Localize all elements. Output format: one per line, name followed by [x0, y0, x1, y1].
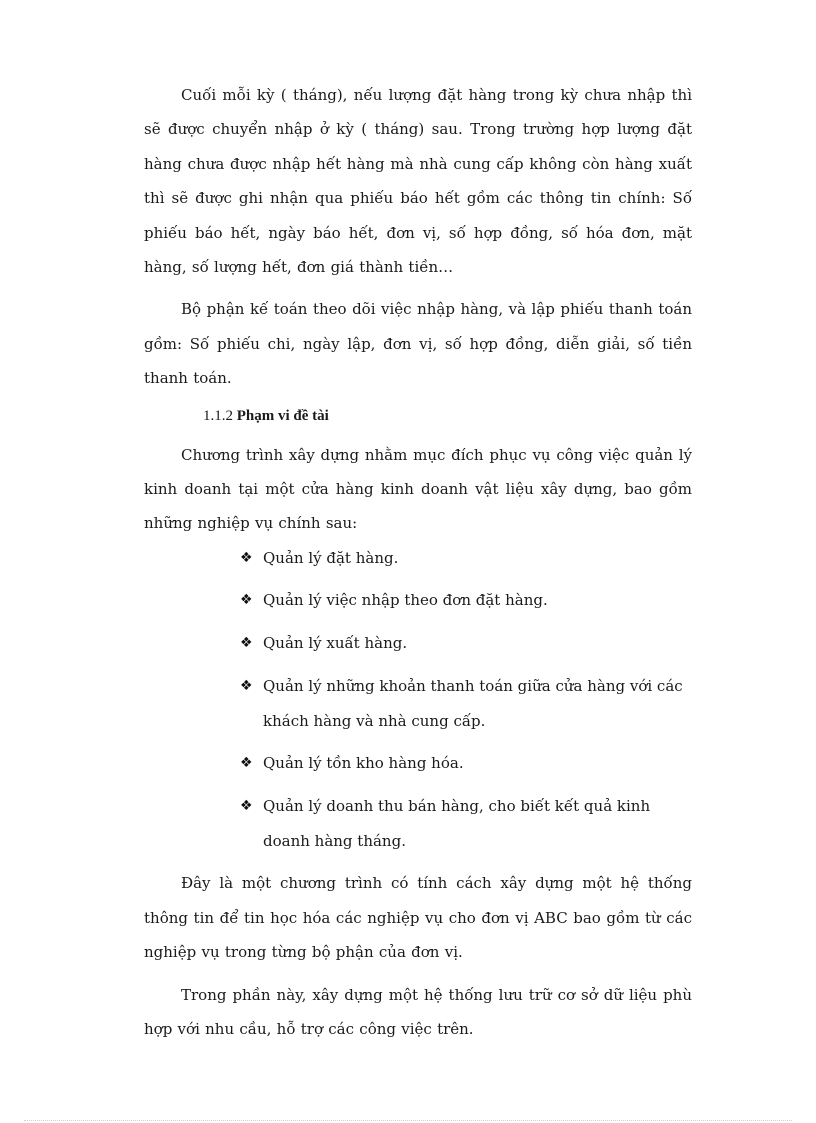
list-item-text: Quản lý xuất hàng.	[263, 634, 408, 653]
list-item	[240, 626, 692, 661]
diamond-bullet-icon: ❖	[240, 592, 253, 609]
list-item-text: Quản lý doanh thu bán hàng, cho biết kết quả kinh doanh hàng tháng.	[263, 796, 651, 850]
list-item	[240, 583, 692, 618]
feature-list	[144, 541, 692, 859]
paragraph-order-carryover: Cuối mỗi kỳ ( tháng), nếu lượng đặt hàng trong kỳ chưa nhập thì sẽ được chuyển nhập ở kỳ ( tháng) sau. Trong trường hợp lượng đặt hàng chưa được nhập hết hàng mà nhà cung cấp không còn hàng xuất thì sẽ được ghi nhận qua phiếu báo hết gồm các thông tin chính: Số phiếu báo hết, ngày báo hết, đơn vị, số hợp đồng, số hóa đơn, mặt hàng, số lượng hết, đơn giá thành tiền…	[144, 86, 692, 277]
diamond-bullet-icon: ❖	[240, 755, 253, 772]
section-heading	[144, 399, 692, 433]
diamond-bullet-icon: ❖	[240, 677, 253, 694]
list-item	[240, 746, 692, 781]
paragraph-accounting: Bộ phận kế toán theo dõi việc nhập hàng, và lập phiếu thanh toán gồm: Số phiếu chi, ngày lập, đơn vị, số hợp đồng, diễn giải, số tiền thanh toán.	[144, 300, 692, 388]
diamond-bullet-icon: ❖	[240, 797, 253, 814]
list-item	[240, 789, 692, 859]
list-item-text: Quản lý đặt hàng.	[263, 548, 399, 567]
list-item	[240, 541, 692, 576]
list-item-text: Quản lý việc nhập theo đơn đặt hàng.	[263, 591, 548, 610]
list-item	[240, 669, 692, 739]
paragraph-intro: Chương trình xây dựng nhằm mục đích phục vụ công việc quản lý kinh doanh tại một cửa hàng kinh doanh vật liệu xây dựng, bao gồm những nghiệp vụ chính sau:	[144, 445, 692, 533]
paragraph-database: Trong phần này, xây dựng một hệ thống lưu trữ cơ sở dữ liệu phù hợp với nhu cầu, hỗ trợ các công việc trên.	[144, 985, 692, 1039]
list-item-text: Quản lý tồn kho hàng hóa.	[263, 754, 464, 773]
diamond-bullet-icon: ❖	[240, 635, 253, 652]
section-title: Phạm vi đề tài	[236, 407, 329, 424]
page-bottom-divider	[24, 1120, 792, 1121]
diamond-bullet-icon: ❖	[240, 549, 253, 566]
paragraph-system-purpose: Đây là một chương trình có tính cách xây dựng một hệ thống thông tin để tin học hóa các nghiệp vụ cho đơn vị ABC bao gồm từ các nghiệp vụ trong từng bộ phận của đơn vị.	[144, 874, 692, 962]
section-number: 1.1.2	[203, 407, 233, 424]
document-page	[144, 78, 692, 1046]
list-item-text: Quản lý những khoản thanh toán giữa cửa hàng với các khách hàng và nhà cung cấp.	[263, 676, 683, 730]
